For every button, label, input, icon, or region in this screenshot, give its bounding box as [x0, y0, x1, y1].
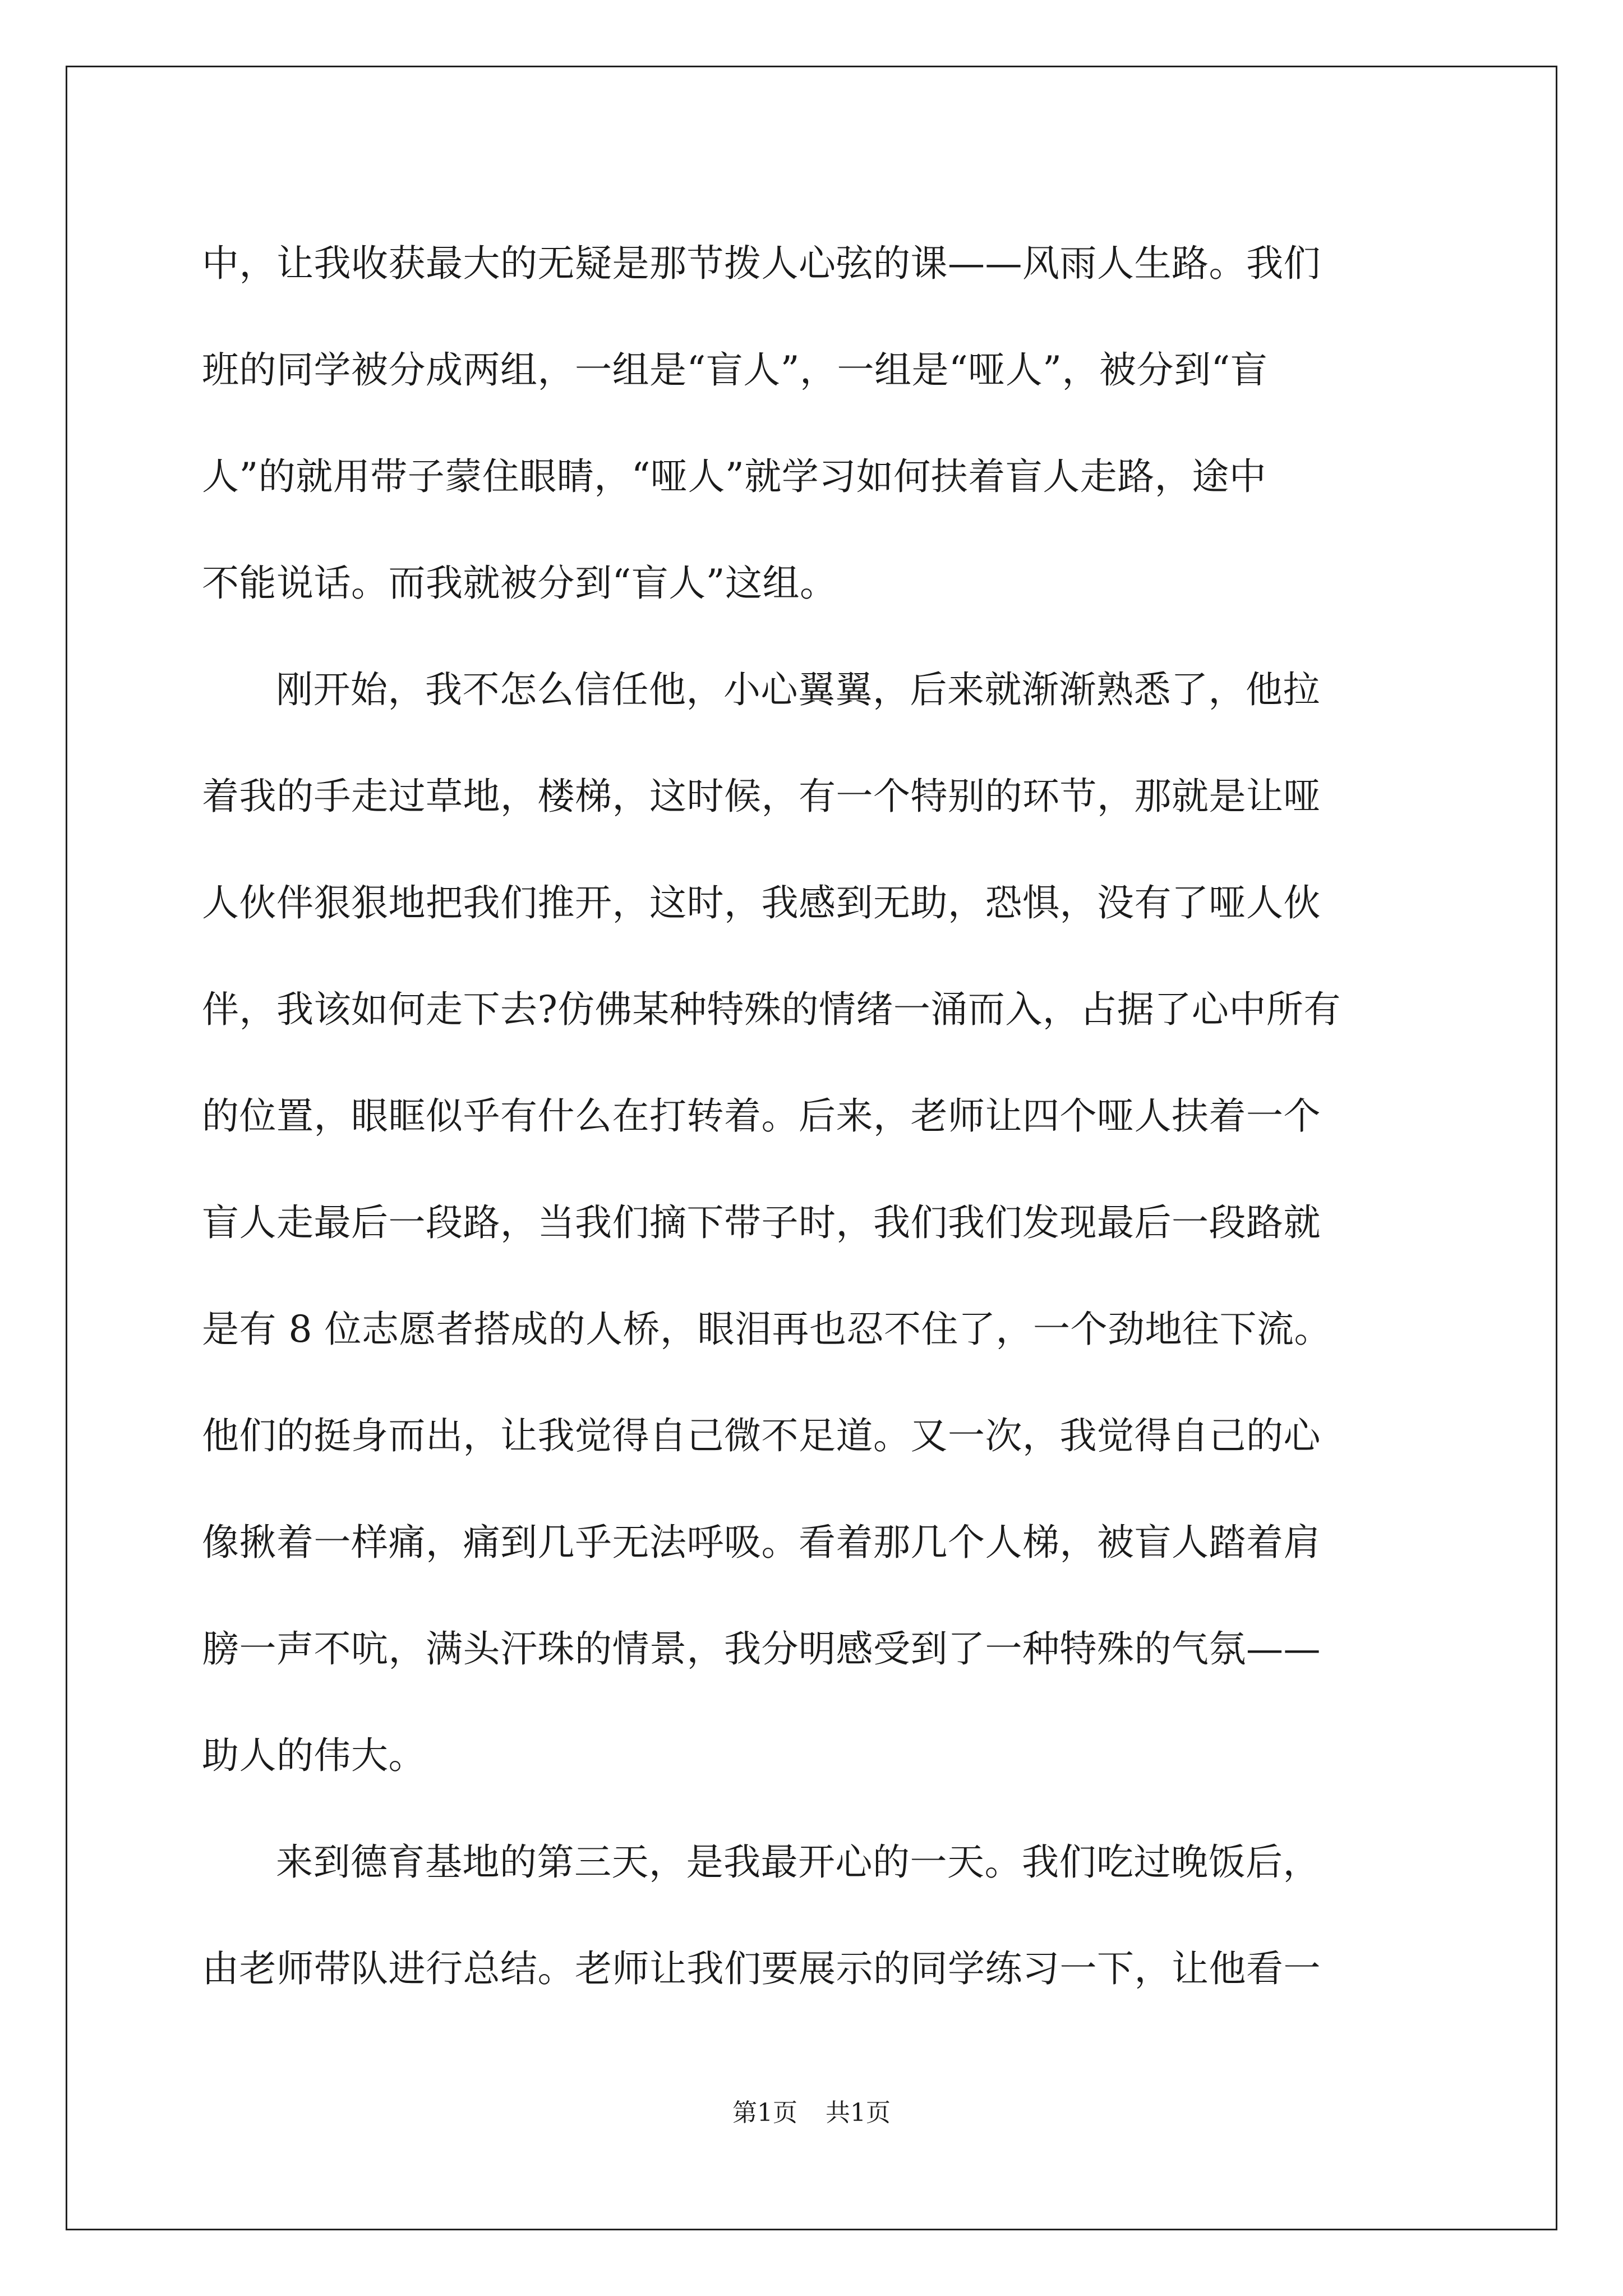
text-line: 的位置，眼眶似乎有什么在打转着。后来，老师让四个哑人扶着一个 [202, 1094, 1321, 1138]
text-line: 刚开始，我不怎么信任他，小心翼翼，后来就渐渐熟悉了，他拉 [276, 668, 1320, 711]
text-line: 是有 8 位志愿者搭成的人桥，眼泪再也忍不住了，一个劲地往下流。 [202, 1308, 1331, 1351]
text-line: 中，让我收获最大的无疑是那节拨人心弦的课——风雨人生路。我们 [202, 242, 1321, 285]
text-line: 不能说话。而我就被分到“盲人”这组。 [202, 562, 837, 605]
text-line: 像揪着一样痛，痛到几乎无法呼吸。看着那几个人梯，被盲人踏着肩 [202, 1521, 1321, 1564]
paragraph-1 [202, 210, 1424, 637]
document-body [202, 210, 1424, 2022]
text-line: 盲人走最后一段路，当我们摘下带子时，我们我们发现最后一段路就 [202, 1201, 1321, 1244]
text-line: 班的同学被分成两组，一组是“盲人”，一组是“哑人”，被分到“盲 [202, 348, 1268, 392]
paragraph-3 [202, 1809, 1424, 2022]
text-line: 由老师带队进行总结。老师让我们要展示的同学练习一下，让他看一 [202, 1947, 1321, 1990]
paragraph-2 [202, 637, 1424, 1809]
text-line: 伴，我该如何走下去?仿佛某种特殊的情绪一涌而入，占据了心中所有 [202, 988, 1341, 1031]
text-line: 来到德育基地的第三天，是我最开心的一天。我们吃过晚饭后， [276, 1841, 1320, 1884]
text-line: 人”的就用带子蒙住眼睛，“哑人”就学习如何扶着盲人走路，途中 [202, 455, 1267, 498]
text-line: 他们的挺身而出，让我觉得自己微不足道。又一次，我觉得自己的心 [202, 1414, 1321, 1457]
text-line: 膀一声不吭，满头汗珠的情景，我分明感受到了一种特殊的气氛—— [202, 1627, 1321, 1671]
page-number: 第1页 [732, 2099, 797, 2127]
page-footer [0, 2092, 1623, 2128]
page-total: 共1页 [826, 2099, 891, 2127]
text-line: 人伙伴狠狠地把我们推开，这时，我感到无助，恐惧，没有了哑人伙 [202, 881, 1321, 924]
text-line: 着我的手走过草地，楼梯，这时候，有一个特别的环节，那就是让哑 [202, 775, 1321, 818]
text-line: 助人的伟大。 [202, 1734, 426, 1777]
